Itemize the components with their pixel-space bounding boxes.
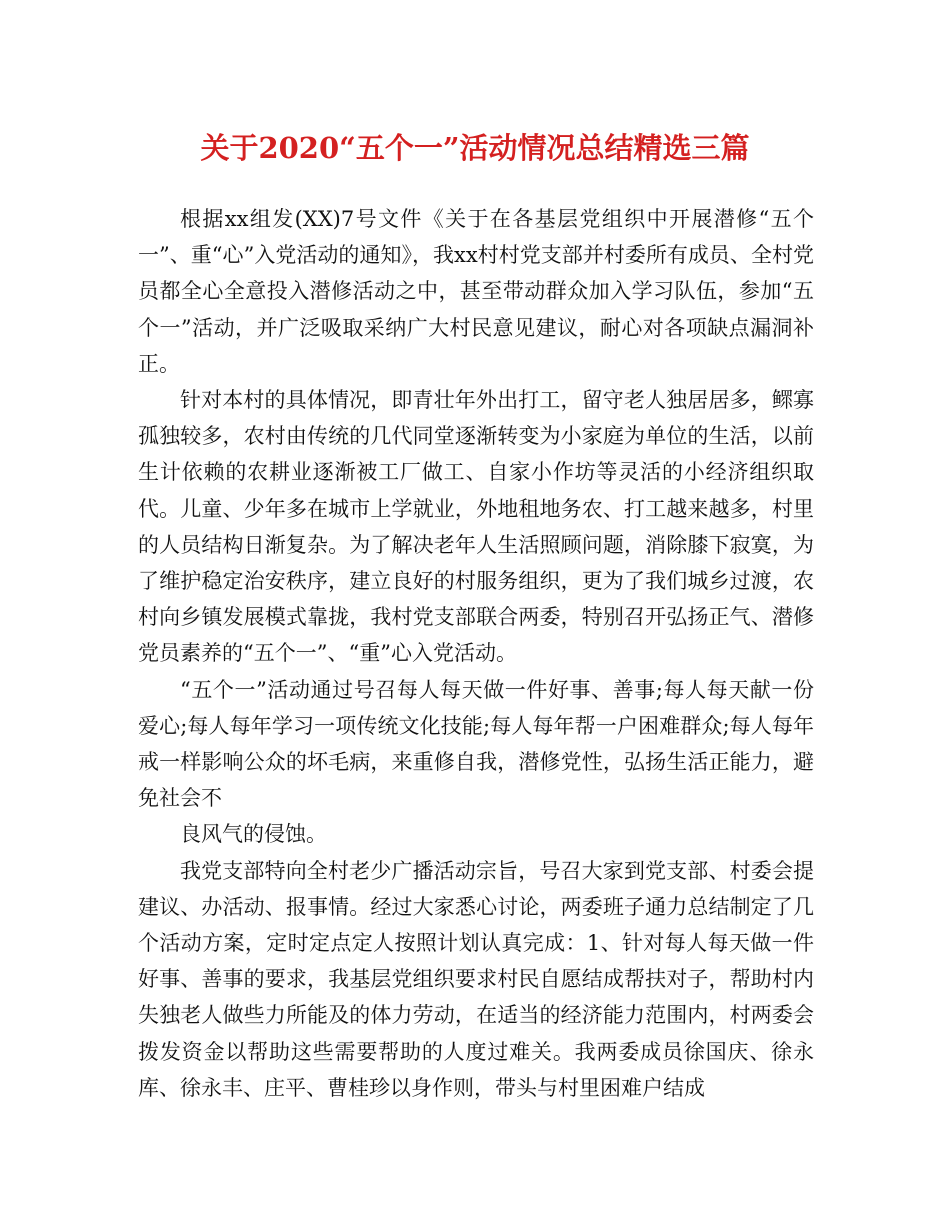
paragraph: 针对本村的具体情况，即青壮年外出打工，留守老人独居居多，鳏寡孤独较多，农村由传统的几代同堂逐渐转变为小家庭为单位的生活，以前生计依赖的农耕业逐渐被工厂做工、自家小作坊等灵活的小经济组织取代。儿童、少年多在城市上学就业，外地租地务农、打工越来越多，村里的人员结构日渐复杂。为了解决老年人生活照顾问题，消除膝下寂寞，为了维护稳定治安秩序，建立良好的村服务组织，更为了我们城乡过渡，农村向乡镇发展模式靠拢，我村党支部联合两委，特别召开弘扬正气、潜修党员素养的“五个一”、“重”心入党活动。: [138, 388, 814, 666]
document-title: 关于2020“五个一”活动情况总结精选三篇: [200, 131, 750, 165]
document-body: [138, 201, 814, 1106]
paragraph: 我党支部特向全村老少广播活动宗旨，号召大家到党支部、村委会提建议、办活动、报事情。经过大家悉心讨论，两委班子通力总结制定了几个活动方案，定时定点定人按照计划认真完成：1、针对每人每天做一件好事、善事的要求，我基层党组织要求村民自愿结成帮扶对子，帮助村内失独老人做些力所能及的体力劳动，在适当的经济能力范围内，村两委会拨发资金以帮助这些需要帮助的人度过难关。我两委成员徐国庆、徐永库、徐永丰、庄平、曹桂珍以身作则，带头与村里困难户结成: [138, 858, 814, 1100]
paragraph: 良风气的侵蚀。: [180, 822, 327, 847]
paragraph: “五个一”活动通过号召每人每天做一件好事、善事;每人每天献一份爱心;每人每年学习一项传统文化技能;每人每年帮一户困难群众;每人每年戒一样影响公众的坏毛病，来重修自我，潜修党性，弘扬生活正能力，避免社会不: [138, 677, 814, 811]
paragraph: 根据xx组发(XX)7号文件《关于在各基层党组织中开展潜修“五个一”、重“心”入党活动的通知》，我xx村村党支部并村委所有成员、全村党员都全心全意投入潜修活动之中，甚至带动群众加入学习队伍，参加“五个一”活动，并广泛吸取采纳广大村民意见建议，耐心对各项缺点漏洞补正。: [138, 207, 814, 376]
